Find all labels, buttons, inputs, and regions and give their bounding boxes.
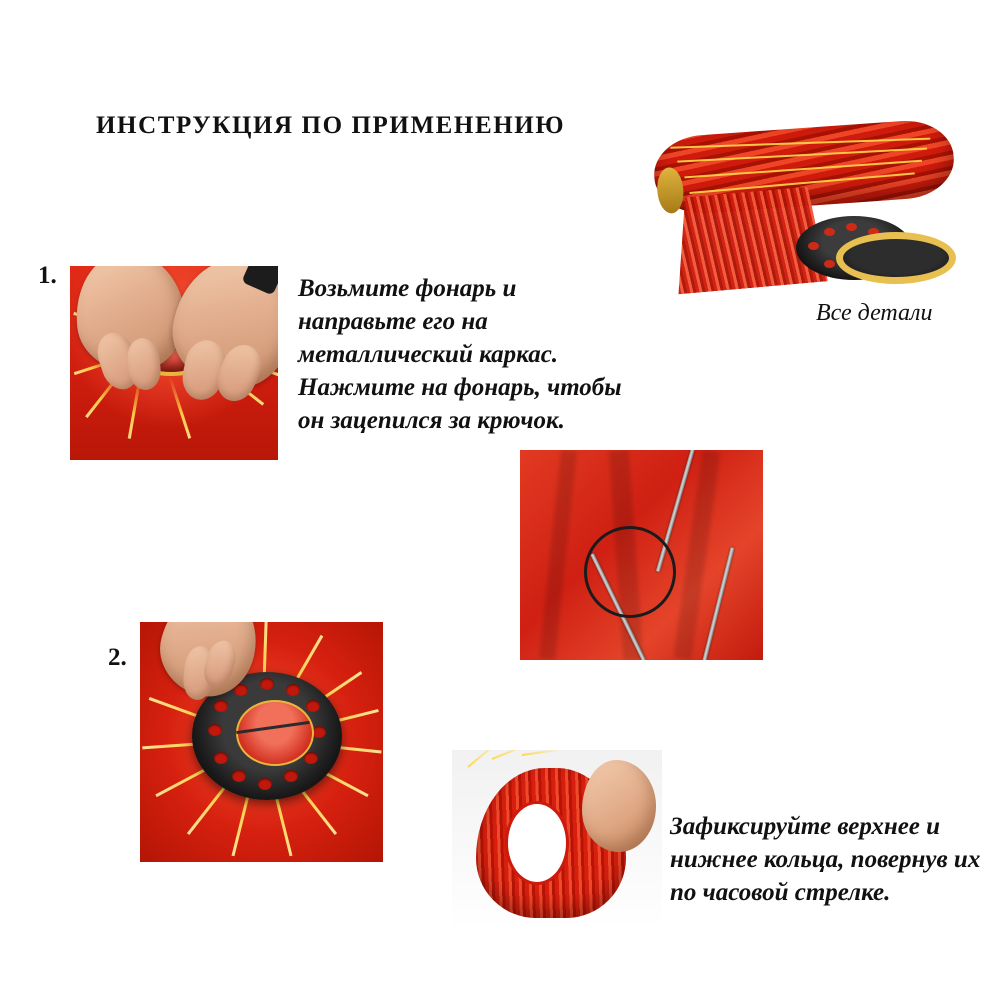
page-title: ИНСТРУКЦИЯ ПО ПРИМЕНЕНИЮ [96, 112, 566, 139]
ring-hole [304, 752, 318, 764]
hand [582, 760, 656, 852]
fabric-fold [539, 450, 577, 660]
ring-hole [824, 260, 835, 268]
inner-red-ring [236, 700, 314, 766]
gold-ray [467, 750, 502, 768]
ring-hole [214, 752, 228, 764]
parts-photo [650, 120, 970, 310]
folded-lantern-photo [452, 750, 662, 930]
gold-stripe [677, 148, 927, 163]
ring-hole [260, 678, 274, 690]
ring-hole [258, 778, 272, 790]
gold-stripe [670, 138, 930, 149]
ring-hole [232, 770, 246, 782]
highlight-circle [584, 526, 676, 618]
gold-ray [522, 750, 564, 756]
step1-photo [70, 266, 278, 460]
ring-hole [846, 223, 857, 231]
gold-ring [836, 232, 956, 284]
ring-hole [306, 700, 320, 712]
parts-caption: Все детали [816, 300, 933, 326]
hook-closeup-photo [520, 450, 763, 660]
lantern-opening [508, 804, 566, 882]
ring-hole [808, 242, 819, 250]
ring-hole [824, 228, 835, 236]
step-1-number: 1. [38, 262, 57, 289]
lantern-end-cap [656, 167, 685, 215]
metal-rod [702, 547, 735, 660]
step2-photo [140, 622, 383, 862]
ring-hole [208, 724, 222, 736]
ring-hole [284, 770, 298, 782]
ring-hole [214, 700, 228, 712]
ring-hole [312, 726, 326, 738]
step-1-text: Возьмите фонарь и направьте его на металлический каркас. Нажмите на фонарь, чтобы он зацепился за крючок. [298, 275, 622, 434]
ring-hole [286, 684, 300, 696]
step-2-text: Зафиксируйте верхнее и нижнее кольца, повернув их по часовой стрелке. [670, 813, 981, 906]
step-2-number: 2. [108, 644, 127, 671]
